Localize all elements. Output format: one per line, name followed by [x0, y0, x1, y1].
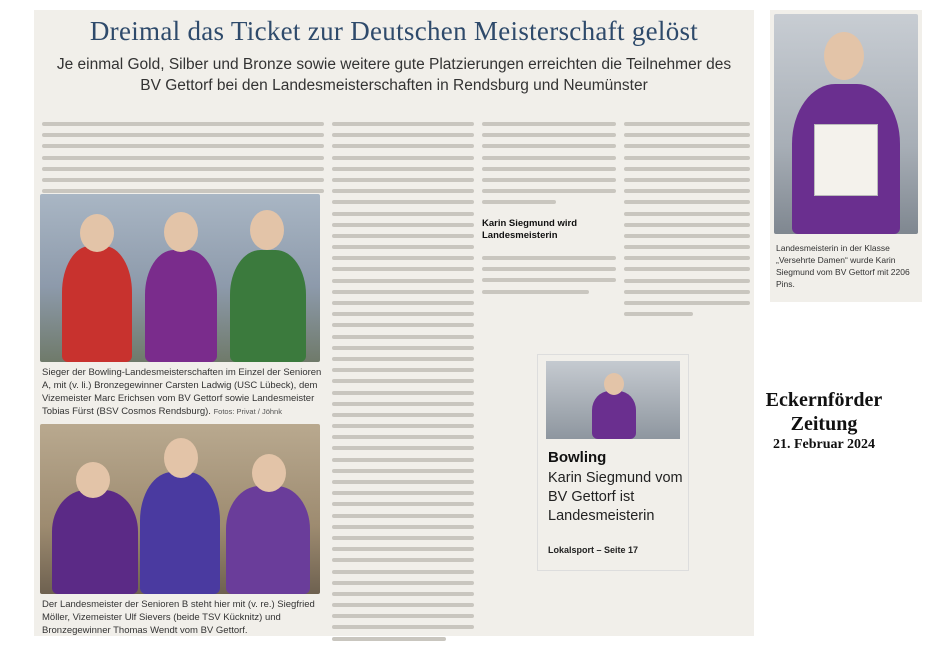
- photo-senioren-a: [40, 194, 320, 362]
- body-column-3: [332, 122, 474, 648]
- body-column-4b: [482, 256, 616, 301]
- photo-karin-siegmund: [774, 14, 918, 234]
- source-label: [740, 388, 908, 454]
- subhead: Je einmal Gold, Silber und Bronze sowie weitere gute Platzierungen erreichten die Teilnehmer des BV Gettorf bei den Landesmeisterschaften in Rendsburg und Neumünster: [56, 56, 732, 94]
- photo-senioren-b-caption: Der Landesmeister der Senioren B steht hier mit (v. re.) Siegfried Möller, Vizemeister Ulf Sievers (beide TSV Kücknitz) und Bronzegewinner Thomas Wendt vom BV Gettorf.: [42, 599, 315, 636]
- side-photo-caption: Landesmeisterin in der Klasse „Versehrte Damen“ wurde Karin Siegmund vom BV Gettorf mit 2206 Pins.: [776, 243, 910, 289]
- photo-credit: Fotos: Privat / Jöhnk: [213, 407, 282, 416]
- teaser-kicker: Bowling: [548, 449, 607, 466]
- newspaper-name: Eckernförder Zeitung: [765, 389, 883, 435]
- body-column-5: [624, 122, 750, 323]
- teaser-photo: [546, 361, 680, 439]
- photo-senioren-b: [40, 424, 320, 594]
- article-subtitle: Karin Siegmund wird Landesmeisterin: [482, 218, 578, 241]
- body-column-4: [482, 122, 616, 212]
- photo-senioren-a-caption: Sieger der Bowling-Landesmeisterschaften im Einzel der Senioren A, mit (v. li.) Bronzegewinner Carsten Ladwig (USC Lübeck), dem Vizemeister Marc Erichsen vom BV Gettorf sowie Landesmeister Tobias Fürst (BSV Cosmos Rendsburg). Fotos: Privat / Jöhnk: [42, 367, 322, 417]
- publication-date: 21. Februar 2024: [772, 437, 875, 452]
- bowling-teaser-box: [537, 354, 689, 571]
- headline: Dreimal das Ticket zur Deutschen Meisterschaft gelöst: [89, 16, 699, 46]
- teaser-text: Karin Siegmund vom BV Gettorf ist Landesmeisterin: [548, 470, 683, 524]
- certificate: [814, 124, 878, 196]
- teaser-footer: Lokalsport – Seite 17: [548, 545, 639, 555]
- side-photo-clipping: [770, 10, 922, 302]
